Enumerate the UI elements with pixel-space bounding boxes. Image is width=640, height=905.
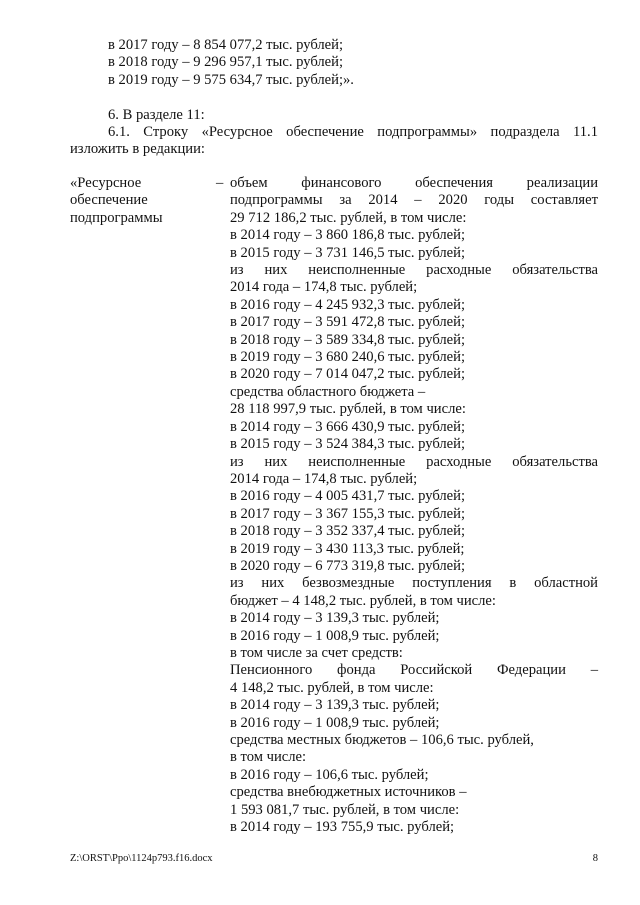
paragraph-line: изложить в редакции: xyxy=(70,141,205,158)
value-line: в 2019 году – 3 680 240,6 тыс. рублей; xyxy=(230,349,466,366)
value-line: 2014 года – 174,8 тыс. рублей; xyxy=(230,279,418,296)
value-line: в 2015 году – 3 524 384,3 тыс. рублей; xyxy=(230,436,466,453)
value-line: в 2019 году – 3 430 113,3 тыс. рублей; xyxy=(230,540,465,557)
value-line: в 2020 году – 7 014 047,2 тыс. рублей; xyxy=(230,366,466,383)
table-value-cell xyxy=(230,175,598,836)
label-line: обеспечение xyxy=(70,192,148,209)
value-line: в 2014 году – 3 139,3 тыс. рублей; xyxy=(230,697,440,714)
value-line: в 2016 году – 1 008,9 тыс. рублей; xyxy=(230,714,440,731)
top-text-block xyxy=(70,37,598,159)
value-line: в 2014 году – 3 860 186,8 тыс. рублей; xyxy=(230,227,466,244)
value-line: 2014 года – 174,8 тыс. рублей; xyxy=(230,470,418,487)
blank-line xyxy=(70,89,598,106)
value-line: из них неисполненные расходные обязательства xyxy=(230,262,598,279)
value-line: в 2014 году – 3 666 430,9 тыс. рублей; xyxy=(230,418,466,435)
file-path: Z:\ORST\Ppo\1124p793.f16.docx xyxy=(70,853,213,864)
text-line: в 2018 году – 9 296 957,1 тыс. рублей; xyxy=(108,54,344,71)
value-line: средства местных бюджетов – 106,6 тыс. рублей, xyxy=(230,732,534,748)
label-line: «Ресурсное xyxy=(70,175,142,191)
value-line: в 2014 году – 3 139,3 тыс. рублей; xyxy=(230,610,440,627)
text-line: в 2017 году – 8 854 077,2 тыс. рублей; xyxy=(108,37,344,53)
value-line: из них безвозмездные поступления в областной xyxy=(230,575,598,592)
value-line: подпрограммы за 2014 – 2020 годы составляет xyxy=(230,192,598,209)
table-label-cell xyxy=(70,175,220,227)
value-line: из них неисполненные расходные обязательства xyxy=(230,453,598,470)
paragraph-line: 6.1. Строку «Ресурсное обеспечение подпрограммы» подраздела 11.1 xyxy=(108,124,598,141)
value-line: в 2020 году – 6 773 319,8 тыс. рублей; xyxy=(230,557,466,574)
value-line: 28 118 997,9 тыс. рублей, в том числе: xyxy=(230,401,466,418)
value-line: в 2018 году – 3 352 337,4 тыс. рублей; xyxy=(230,523,466,540)
page-number: 8 xyxy=(592,853,598,864)
value-line: Пенсионного фонда Российской Федерации – xyxy=(230,662,598,679)
value-line: в 2017 году – 3 367 155,3 тыс. рублей; xyxy=(230,505,466,522)
value-line: объем финансового обеспечения реализации xyxy=(230,175,598,191)
value-line: в 2016 году – 1 008,9 тыс. рублей; xyxy=(230,627,440,644)
value-line: бюджет – 4 148,2 тыс. рублей, в том числе: xyxy=(230,592,496,609)
value-line: в 2015 году – 3 731 146,5 тыс. рублей; xyxy=(230,244,466,261)
value-line: средства внебюджетных источников – xyxy=(230,784,467,801)
value-line: 4 148,2 тыс. рублей, в том числе: xyxy=(230,679,434,696)
value-line: в том числе за счет средств: xyxy=(230,644,403,661)
value-line: в 2018 году – 3 589 334,8 тыс. рублей; xyxy=(230,331,466,348)
value-line: 1 593 081,7 тыс. рублей, в том числе: xyxy=(230,801,460,818)
value-line: в 2016 году – 106,6 тыс. рублей; xyxy=(230,766,429,783)
text-line: в 2019 году – 9 575 634,7 тыс. рублей;». xyxy=(108,71,354,88)
value-line: в том числе: xyxy=(230,749,307,766)
value-line: в 2017 году – 3 591 472,8 тыс. рублей; xyxy=(230,314,466,331)
value-line: 29 712 186,2 тыс. рублей, в том числе: xyxy=(230,209,467,226)
value-line: в 2016 году – 4 245 932,3 тыс. рублей; xyxy=(230,296,466,313)
label-line: подпрограммы xyxy=(70,209,163,226)
section-heading: 6. В разделе 11: xyxy=(108,106,205,123)
label-dash: – xyxy=(216,175,224,191)
value-line: в 2014 году – 193 755,9 тыс. рублей; xyxy=(230,819,455,836)
value-line: в 2016 году – 4 005 431,7 тыс. рублей; xyxy=(230,488,466,505)
value-line: средства областного бюджета – xyxy=(230,383,426,400)
